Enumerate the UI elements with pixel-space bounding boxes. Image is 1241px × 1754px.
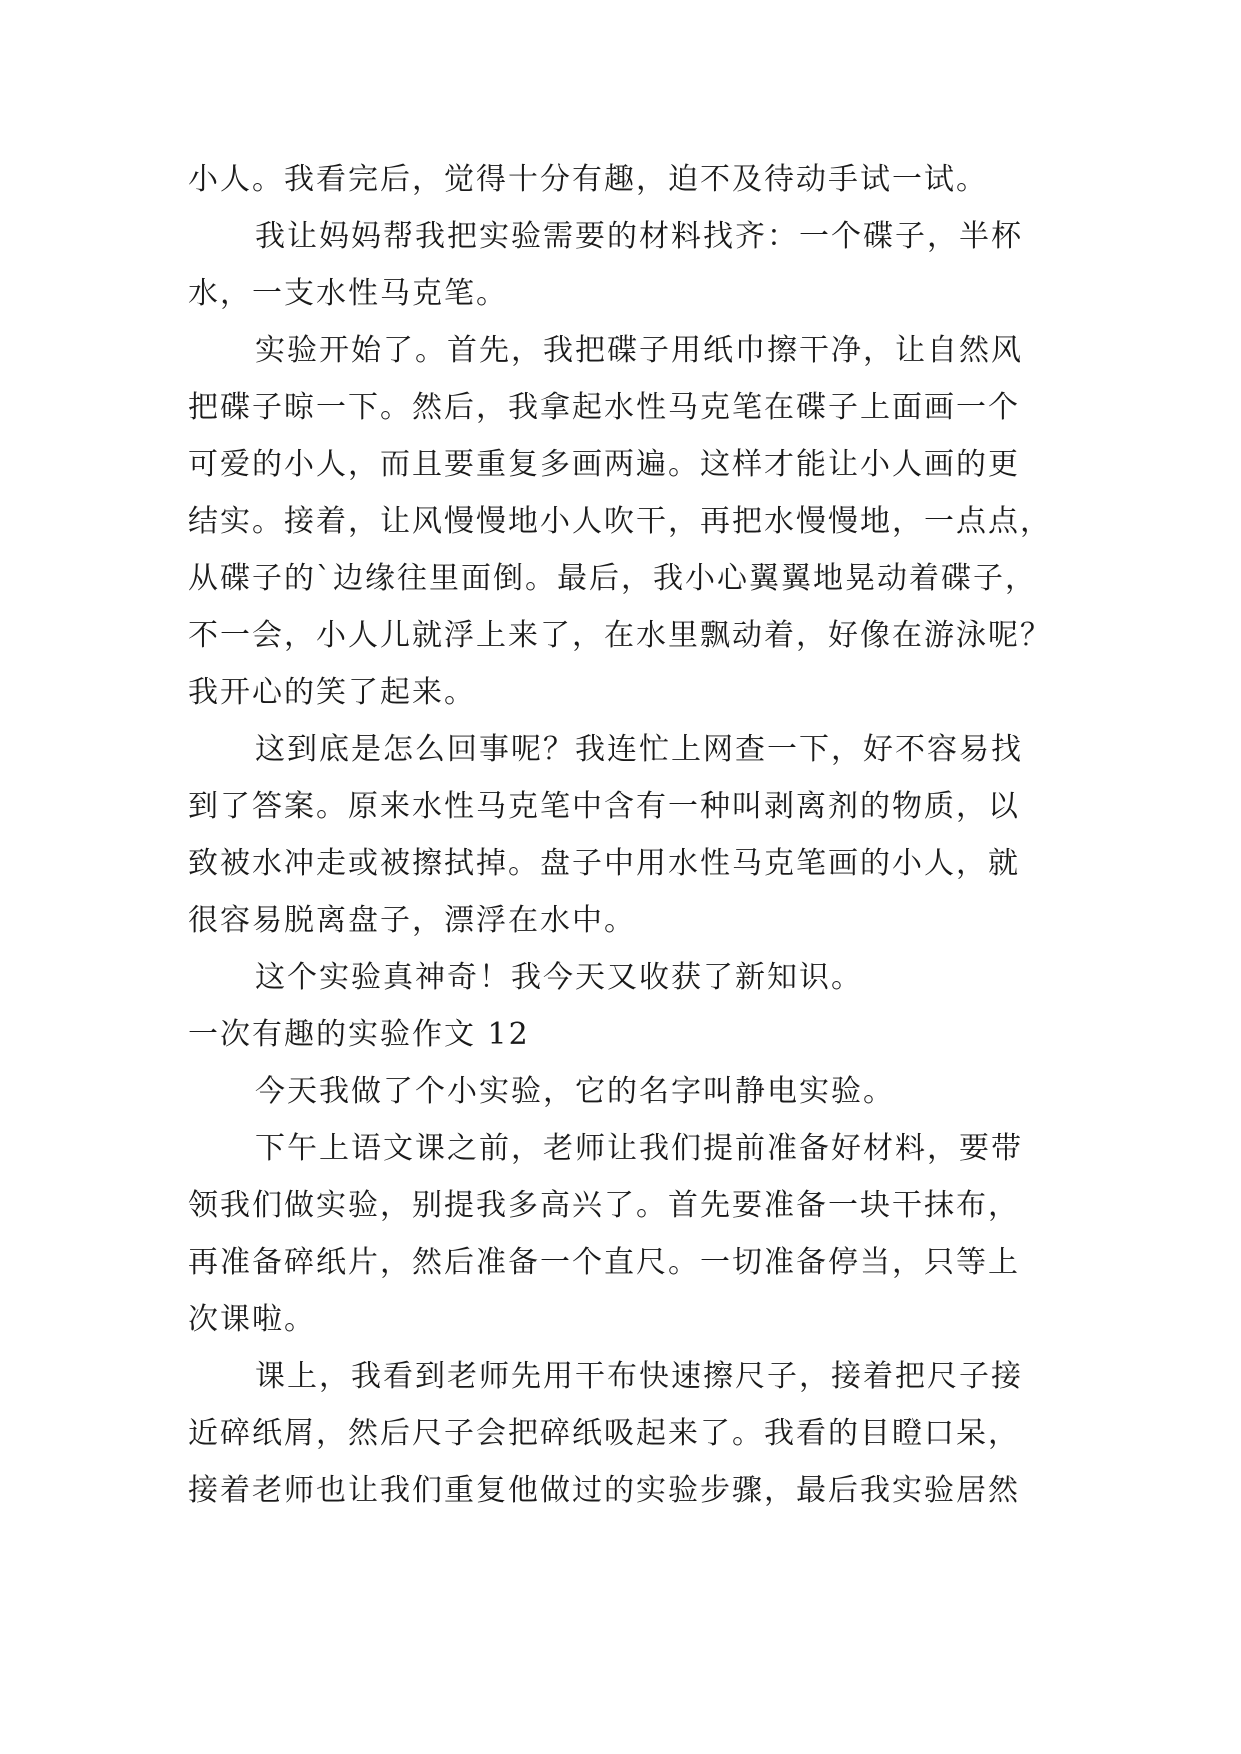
- paragraph-start: 今天我做了个小实验，它的名字叫静电实验。: [255, 1074, 895, 1109]
- text-line: 小人。我看完后，觉得十分有趣，迫不及待动手试一试。: [188, 162, 988, 197]
- text-line: 水，一支水性马克笔。: [188, 276, 508, 311]
- text-line: 我开心的笑了起来。: [188, 675, 476, 710]
- paragraph-start: 我让妈妈帮我把实验需要的材料找齐：一个碟子，半杯: [255, 219, 1023, 254]
- text-line: 再准备碎纸片，然后准备一个直尺。一切准备停当，只等上: [188, 1245, 1020, 1280]
- text-line: 到了答案。原来水性马克笔中含有一种叫剥离剂的物质，以: [188, 789, 1020, 824]
- text-line: 近碎纸屑，然后尺子会把碎纸吸起来了。我看的目瞪口呆，: [188, 1416, 1020, 1451]
- text-line: 接着老师也让我们重复他做过的实验步骤，最后我实验居然: [188, 1473, 1020, 1508]
- text-line: 结实。接着，让风慢慢地小人吹干，再把水慢慢地，一点点，: [188, 504, 1052, 539]
- paragraph-start: 这到底是怎么回事呢？我连忙上网查一下，好不容易找: [255, 732, 1023, 767]
- paragraph-start: 实验开始了。首先，我把碟子用纸巾擦干净，让自然风: [255, 333, 1023, 368]
- text-line: 不一会，小人儿就浮上来了，在水里飘动着，好像在游泳呢？: [188, 618, 1052, 653]
- text-line: 可爱的小人，而且要重复多画两遍。这样才能让小人画的更: [188, 447, 1020, 482]
- paragraph-start: 这个实验真神奇！我今天又收获了新知识。: [255, 960, 863, 995]
- section-heading: 一次有趣的实验作文 12: [188, 1017, 530, 1052]
- paragraph-start: 下午上语文课之前，老师让我们提前准备好材料，要带: [255, 1131, 1023, 1166]
- text-line: 从碟子的`边缘往里面倒。最后，我小心翼翼地晃动着碟子，: [188, 561, 1037, 596]
- text-line: 很容易脱离盘子，漂浮在水中。: [188, 903, 636, 938]
- text-line: 次课啦。: [188, 1302, 316, 1337]
- paragraph-start: 课上，我看到老师先用干布快速擦尺子，接着把尺子接: [255, 1359, 1023, 1394]
- text-line: 领我们做实验，别提我多高兴了。首先要准备一块干抹布，: [188, 1188, 1020, 1223]
- text-line: 把碟子晾一下。然后，我拿起水性马克笔在碟子上面画一个: [188, 390, 1020, 425]
- text-line: 致被水冲走或被擦拭掉。盘子中用水性马克笔画的小人，就: [188, 846, 1020, 881]
